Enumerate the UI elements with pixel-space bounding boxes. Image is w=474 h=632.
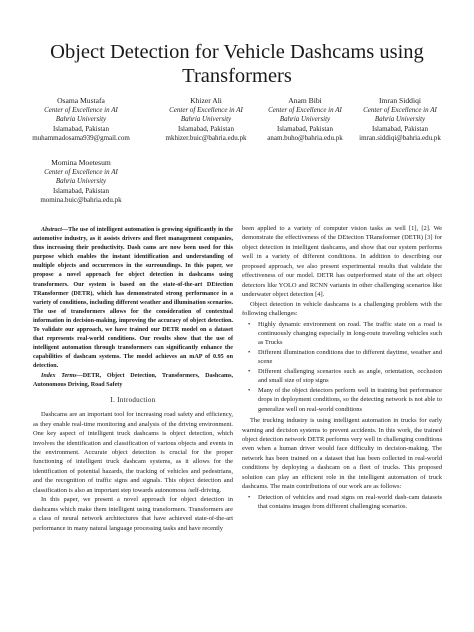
author-name: Anam Bibi bbox=[288, 96, 322, 105]
author-email: momina.buic@bahria.edu.pk bbox=[40, 196, 122, 205]
bullet-icon: • bbox=[248, 386, 251, 394]
author-location: Islamabad, Pakistan bbox=[277, 124, 333, 133]
body-paragraph: Object detection in vehicle dashcams is a challenging problem with the following challenges: bbox=[242, 300, 442, 318]
author-email: muhammadosama939@gmail.com bbox=[32, 134, 130, 143]
author-university: Bahria University bbox=[279, 115, 331, 124]
author-block bbox=[21, 158, 141, 206]
bullet-icon: • bbox=[248, 493, 251, 501]
index-terms-text: —DETR, Object Detection, Transformers, Dashcams, Autonomous Driving, Road Safety bbox=[33, 372, 233, 388]
list-item bbox=[242, 493, 442, 512]
abstract-lead: Abstract— bbox=[41, 227, 69, 233]
paragraph-text: , bbox=[416, 225, 422, 232]
author-name: Osama Mustafa bbox=[57, 96, 105, 105]
left-column bbox=[33, 226, 233, 533]
body-paragraph bbox=[242, 224, 442, 300]
list-item bbox=[242, 367, 442, 386]
author-location: Islamabad, Pakistan bbox=[178, 124, 234, 133]
right-column bbox=[242, 224, 442, 514]
paragraph-text: . bbox=[322, 291, 325, 299]
author-university: Bahria University bbox=[55, 115, 107, 124]
list-item-text: Different illumination conditions due to different daytime, weather and scene bbox=[258, 348, 442, 366]
list-item bbox=[242, 386, 442, 414]
bullet-icon: • bbox=[248, 320, 251, 328]
challenges-list bbox=[242, 320, 442, 415]
author-affiliation: Center of Excellence in AI bbox=[268, 105, 342, 114]
list-item-text: Detection of vehicles and road signs on real-world dash-cam datasets that contains images from different challenging scenarios. bbox=[258, 493, 442, 511]
paragraph-text: . We demonstrate the effectiveness of the DEtection TRansformer (DETR) bbox=[242, 225, 443, 242]
abstract bbox=[33, 226, 233, 372]
author-name: Momina Moetesum bbox=[51, 158, 111, 167]
body-paragraph: Dashcams are an important tool for increasing road safety and efficiency, as they enable real-time monitoring and analysis of the driving environment. One key aspect of intelligent truck dashcams is object detection, which involves the identification and classification of various objects and events in the environment. Accurate object detection is crucial for the proper functioning of intelligent truck dashcam systems, as it allows for the identification of potential hazards, the tracking of vehicles and pedestrians, and the recognition of traffic signs and signals. This object detection and classification is also an important step towards autonomous /self-driving. bbox=[33, 411, 233, 494]
author-affiliation: Center of Excellence in AI bbox=[44, 167, 118, 176]
citation-link[interactable]: [1] bbox=[409, 225, 417, 232]
author-location: Islamabad, Pakistan bbox=[53, 186, 109, 195]
citation-link[interactable]: [3] bbox=[425, 234, 433, 242]
contributions-list bbox=[242, 493, 442, 512]
paragraph-text: for object detection in intelligent dashcams, and show that our system performs well in a variety of different conditions. In addition to describing our proposed approach, we also present experimental results that validate the effectiveness of our model. DETR has outperformed state of the art object detectors like YOLO and RCNN variants in other challenging scenarios like underwater object detection bbox=[242, 234, 443, 299]
author-email: anam.buho@bahria.edu.pk bbox=[267, 134, 343, 143]
index-terms bbox=[33, 372, 233, 390]
body-paragraph: The trucking industry is using intelligent automation in trucks for early warning and decision systems to prevent accidents. In this work, the trained object detection network DETR performs very well in challenging conditions even when a human driver would face difficulty in decision-making. The network has been trained on a dataset that has been collected in real-world conditions by deploying a dashcam on a fleet of trucks. This proposed solution can play an efficient role in the intelligent automation of truck dashcams. The main contributions of our work are as follows: bbox=[242, 417, 442, 491]
author-block bbox=[21, 96, 141, 144]
author-affiliation: Center of Excellence in AI bbox=[44, 105, 118, 114]
author-email: mkhizer.buic@bahria.edu.pk bbox=[165, 134, 247, 143]
bullet-icon: • bbox=[248, 348, 251, 356]
author-university: Bahria University bbox=[374, 115, 426, 124]
list-item-text: Different challenging scenarios such as angle, orientation, occlusion and small size of stop signs bbox=[258, 367, 442, 385]
author-university: Bahria University bbox=[55, 177, 107, 186]
author-block bbox=[340, 96, 460, 144]
author-name: Khizer Ali bbox=[190, 96, 222, 105]
list-item bbox=[242, 320, 442, 348]
list-item-text: Many of the object detectors perform well in training but performance drops in deployment conditions, so the detecting network is not able to generalize well on real-world conditions bbox=[258, 386, 442, 413]
author-email: imran.siddiqi@bahria.edu.pk bbox=[359, 134, 441, 143]
author-university: Bahria University bbox=[180, 115, 232, 124]
body-paragraph: In this paper, we present a novel approach for object detection in dashcams which make them intelligent using transformers. Transformers are a class of neural network architectures that have achieved state-of-the-art performance in many natural language processing tasks and have recently bbox=[33, 496, 233, 532]
bullet-icon: • bbox=[248, 367, 251, 375]
author-affiliation: Center of Excellence in AI bbox=[363, 105, 437, 114]
author-affiliation: Center of Excellence in AI bbox=[169, 105, 243, 114]
citation-link[interactable]: [4] bbox=[315, 291, 323, 299]
list-item-text: Highly dynamic environment on road. The traffic state on a road is continuously changing especially in long-route traveling vehicles such as Trucks bbox=[258, 320, 442, 347]
list-item bbox=[242, 348, 442, 367]
abstract-text: The use of intelligent automation is growing significantly in the automotive industry, as it assists drivers and fleet management companies, thus increasing their productivity. Dash cams are now been used for this purpose which enables the instant identification and understanding of multiple objects and occurrences in the surroundings. In this paper, we propose a novel approach for object detection in dashcams using transformers. Our system is based on the state-of-the-art DEtection TRansformer (DETR), which has demonstrated strong performance in a variety of conditions, including different weather and illumination scenarios. The use of transformers allows for the consideration of contextual information in decision-making, improving the accuracy of object detection. To validate our approach, we have trained our DETR model on a dataset that represents real-world conditions. Our results show that the use of intelligent automation through transformers can significantly enhance the capabilities of dashcam systems. The model achieves an mAP of 0.95 on detection. bbox=[33, 227, 233, 370]
author-location: Islamabad, Pakistan bbox=[372, 124, 428, 133]
section-heading: I. Introduction bbox=[110, 395, 156, 404]
paragraph-text: been applied to a variety of computer vision tasks as well bbox=[242, 225, 409, 232]
author-name: Imran Siddiqi bbox=[379, 96, 421, 105]
paper-title: Object Detection for Vehicle Dashcams using Transformers bbox=[50, 41, 424, 87]
citation-link[interactable]: [2] bbox=[421, 225, 429, 232]
index-terms-lead: Index Terms bbox=[41, 372, 77, 379]
author-location: Islamabad, Pakistan bbox=[53, 124, 109, 133]
